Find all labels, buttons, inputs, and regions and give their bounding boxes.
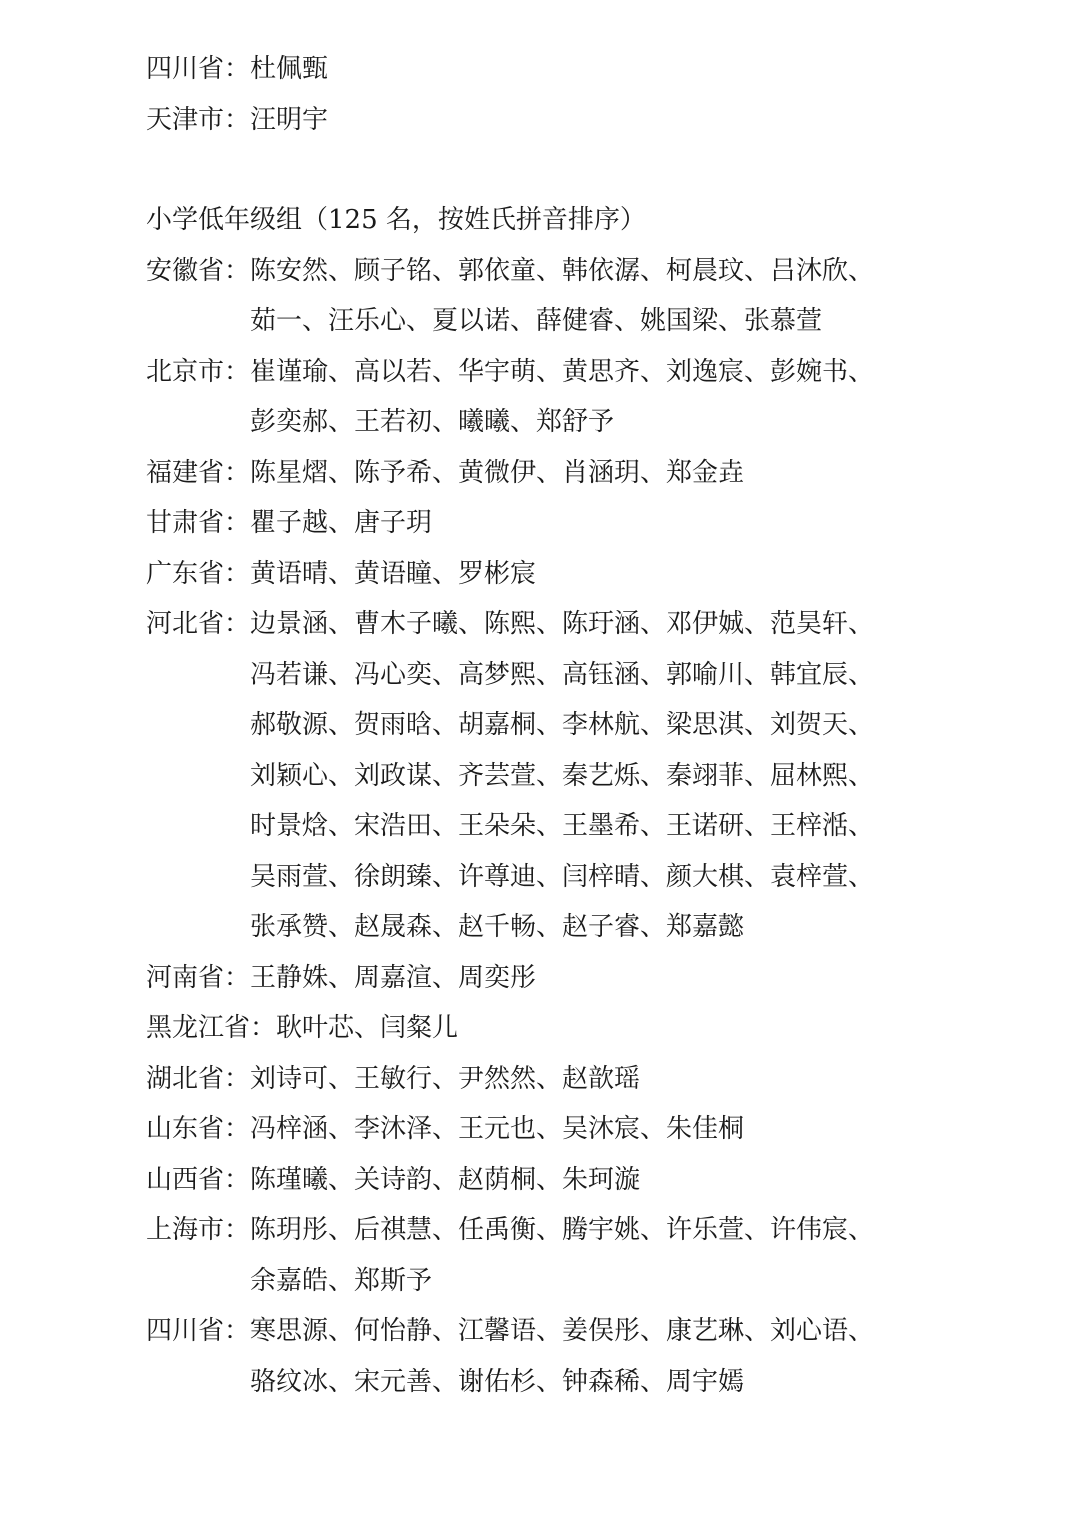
name-list (250, 1205, 922, 1306)
province-entry (146, 1205, 946, 1306)
name-list (250, 1054, 922, 1105)
name-line: 陈安然、顾子铭、郭依童、韩依潺、柯晨玟、吕沐欣、 (250, 255, 875, 286)
province-entry (146, 44, 946, 95)
name-line: 时景焓、宋浩田、王朵朵、王墨希、王诺研、王梓湉、 (250, 811, 875, 841)
province-entry (146, 1003, 946, 1054)
province-label: 广东省： (146, 558, 251, 589)
province-entry (146, 246, 946, 347)
name-line: 汪明宇 (250, 104, 329, 135)
name-line: 王静姝、周嘉渲、周奕彤 (250, 962, 537, 993)
section-entries (146, 246, 946, 1408)
name-line: 陈瑾曦、关诗韵、赵荫桐、朱珂漩 (250, 1164, 641, 1195)
province-label: 四川省： (146, 1316, 251, 1346)
province-entry (146, 498, 946, 549)
province-entry (146, 1155, 946, 1206)
name-line: 茹一、汪乐心、夏以诺、薛健睿、姚国梁、张慕萱 (250, 306, 823, 336)
province-label: 黑龙江省： (146, 1013, 277, 1043)
province-entry (146, 549, 946, 600)
province-label: 山西省： (146, 1164, 251, 1195)
name-list (250, 1155, 922, 1206)
name-list (250, 448, 922, 499)
section-heading: 小学低年级组（125 名，按姓氏拼音排序） (146, 205, 646, 235)
province-entry (146, 1306, 946, 1407)
province-entry (146, 448, 946, 499)
name-line: 刘诗可、王敏行、尹然然、赵歆瑶 (250, 1063, 641, 1094)
province-label: 山东省： (146, 1114, 251, 1144)
province-label: 湖北省： (146, 1063, 251, 1094)
province-entry (146, 1104, 946, 1155)
province-label: 四川省： (146, 54, 251, 84)
name-list (250, 44, 922, 95)
top-entries (146, 44, 946, 145)
province-label: 河南省： (146, 962, 251, 993)
name-line: 冯梓涵、李沐泽、王元也、吴沐宸、朱佳桐 (250, 1114, 745, 1144)
name-line: 杜佩甄 (250, 54, 329, 84)
name-list (250, 1104, 922, 1155)
name-list (250, 246, 922, 347)
province-entry (146, 347, 946, 448)
section-gap (146, 145, 946, 195)
name-list (250, 347, 922, 448)
name-line: 陈星熠、陈予希、黄微伊、肖涵玥、郑金垚 (250, 457, 745, 488)
name-list (250, 953, 922, 1004)
name-line: 张承赞、赵晟森、赵千畅、赵子睿、郑嘉懿 (250, 912, 745, 942)
province-entry (146, 953, 946, 1004)
name-list (250, 95, 922, 146)
document-page (146, 44, 946, 1407)
name-list (276, 1003, 946, 1054)
name-line: 骆纹冰、宋元善、谢佑杉、钟森稀、周宇嫣 (250, 1366, 745, 1397)
name-list (250, 1306, 922, 1407)
name-line: 彭奕郝、王若初、曦曦、郑舒予 (250, 407, 615, 437)
province-entry (146, 599, 946, 953)
name-line: 边景涵、曹木子曦、陈熙、陈玗涵、邓伊娍、范昊轩、 (250, 609, 875, 639)
name-line: 耿叶芯、闫粲儿 (276, 1013, 459, 1043)
province-label: 河北省： (146, 609, 251, 639)
name-list (250, 498, 922, 549)
province-label: 安徽省： (146, 255, 251, 286)
name-line: 寒思源、何怡静、江馨语、姜俣彤、康艺琳、刘心语、 (250, 1316, 875, 1346)
name-line: 郝敬源、贺雨晗、胡嘉桐、李林航、梁思淇、刘贺天、 (250, 710, 875, 740)
name-line: 余嘉皓、郑斯予 (250, 1265, 433, 1296)
province-label: 天津市： (146, 104, 251, 135)
province-entry (146, 95, 946, 146)
province-label: 上海市： (146, 1215, 251, 1245)
name-line: 崔谨瑜、高以若、华宇萌、黄思齐、刘逸宸、彭婉书、 (250, 356, 875, 387)
name-line: 冯若谦、冯心奕、高梦熙、高钰涵、郭喻川、韩宜辰、 (250, 659, 875, 690)
name-line: 吴雨萱、徐朗臻、许尊迪、闫梓晴、颜大棋、袁梓萱、 (250, 861, 875, 892)
province-entry (146, 1054, 946, 1105)
name-line: 黄语晴、黄语瞳、罗彬宸 (250, 558, 537, 589)
province-label: 福建省： (146, 457, 251, 488)
name-line: 瞿子越、唐子玥 (250, 508, 433, 538)
province-label: 北京市： (146, 356, 251, 387)
name-list (250, 599, 922, 953)
name-list (250, 549, 922, 600)
name-line: 陈玥彤、后祺慧、任禹衡、腾宇姚、许乐萱、许伟宸、 (250, 1215, 875, 1245)
province-label: 甘肃省： (146, 508, 251, 538)
name-line: 刘颖心、刘政谋、齐芸萱、秦艺烁、秦翊菲、屈林熙、 (250, 760, 875, 791)
